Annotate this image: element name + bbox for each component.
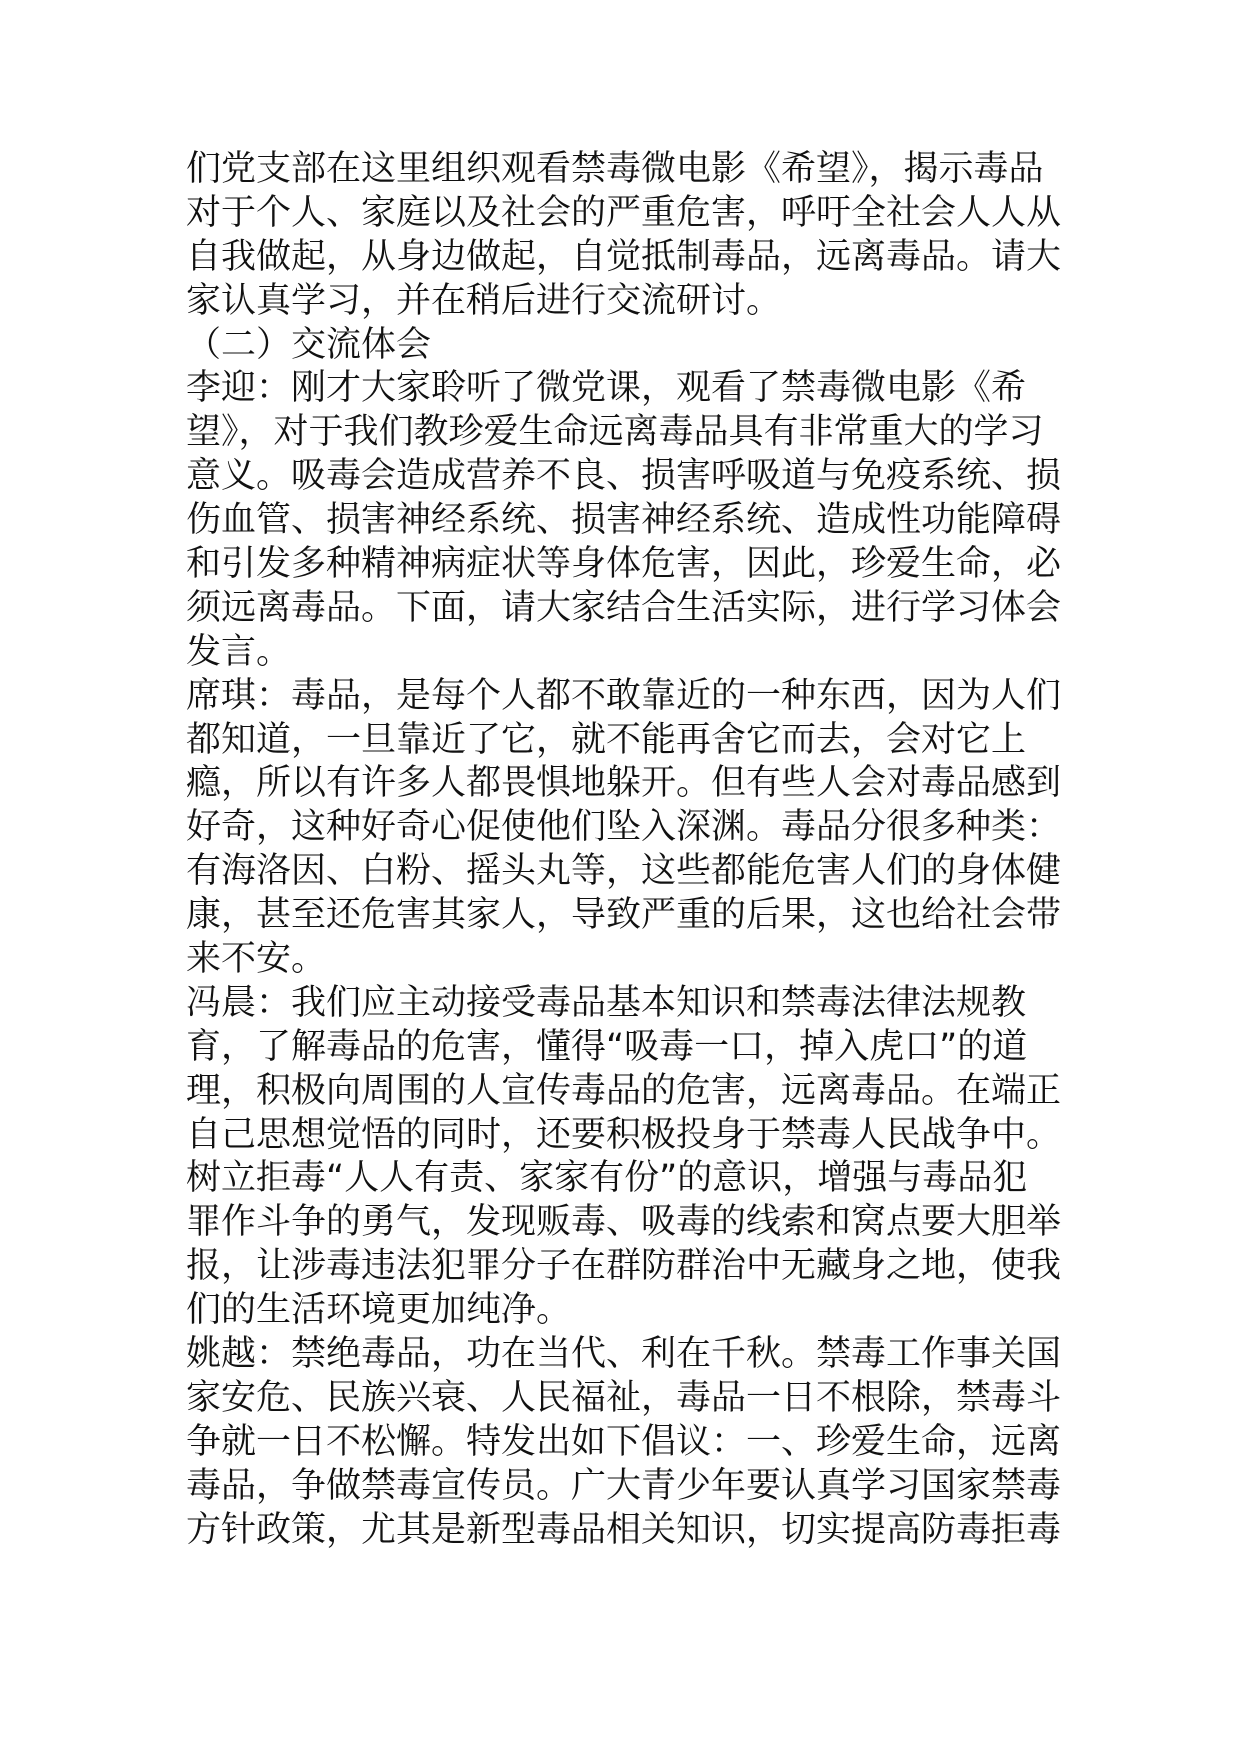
text-line: 来不安。: [186, 939, 327, 980]
text-line: 瘾，所以有许多人都畏惧地躲开。但有些人会对毒品感到: [186, 763, 1062, 804]
text-line: 育，了解毒品的危害，懂得“吸毒一口，掉入虎口”的道: [186, 1026, 1028, 1067]
document-body: [186, 148, 1066, 1553]
text-line: 自己思想觉悟的同时，还要积极投身于禁毒人民战争中。: [186, 1114, 1062, 1155]
text-line: 发言。: [186, 631, 292, 672]
text-line: 罪作斗争的勇气，发现贩毒、吸毒的线索和窝点要大胆举: [186, 1202, 1062, 1243]
text-line: 冯晨：我们应主动接受毒品基本知识和禁毒法律法规教: [186, 982, 1027, 1023]
text-line: 李迎：刚才大家聆听了微党课，观看了禁毒微电影《希: [186, 368, 1027, 409]
text-line: 和引发多种精神病症状等身体危害，因此，珍爱生命，必: [186, 544, 1062, 585]
text-line: 家认真学习，并在稍后进行交流研讨。: [186, 280, 782, 321]
text-line: 家安危、民族兴衰、人民福祉，毒品一日不根除，禁毒斗: [186, 1377, 1062, 1418]
text-line: 意义。吸毒会造成营养不良、损害呼吸道与免疫系统、损: [186, 456, 1062, 497]
text-line: 须远离毒品。下面，请大家结合生活实际，进行学习体会: [186, 587, 1062, 628]
text-line: 好奇，这种好奇心促使他们坠入深渊。毒品分很多种类：: [186, 807, 1062, 848]
text-line: 望》，对于我们教珍爱生命远离毒品具有非常重大的学习: [186, 412, 1044, 453]
text-line: 康，甚至还危害其家人，导致严重的后果，这也给社会带: [186, 895, 1062, 936]
text-line: 争就一日不松懈。特发出如下倡议：一、珍爱生命，远离: [186, 1421, 1062, 1462]
text-line: 树立拒毒“人人有责、家家有份”的意识，增强与毒品犯: [186, 1158, 1028, 1199]
text-line: 对于个人、家庭以及社会的严重危害，呼吁全社会人人从: [186, 192, 1062, 233]
text-line: 伤血管、损害神经系统、损害神经系统、造成性功能障碍: [186, 500, 1062, 541]
text-line: 方针政策，尤其是新型毒品相关知识，切实提高防毒拒毒: [186, 1509, 1062, 1550]
section-heading: （二）交流体会: [186, 324, 432, 365]
text-line: 们党支部在这里组织观看禁毒微电影《希望》，揭示毒品: [186, 149, 1044, 189]
text-line: 有海洛因、白粉、摇头丸等，这些都能危害人们的身体健: [186, 851, 1062, 892]
text-line: 姚越：禁绝毒品，功在当代、利在千秋。禁毒工作事关国: [186, 1334, 1062, 1375]
text-line: 自我做起，从身边做起，自觉抵制毒品，远离毒品。请大: [186, 236, 1062, 277]
text-line: 们的生活环境更加纯净。: [186, 1290, 572, 1331]
text-line: 席琪：毒品，是每个人都不敢靠近的一种东西，因为人们: [186, 675, 1062, 716]
text-line: 理，积极向周围的人宣传毒品的危害，远离毒品。在端正: [186, 1070, 1062, 1111]
text-line: 报，让涉毒违法犯罪分子在群防群治中无藏身之地，使我: [186, 1246, 1062, 1287]
text-line: 都知道，一旦靠近了它，就不能再舍它而去，会对它上: [186, 719, 1027, 760]
text-line: 毒品，争做禁毒宣传员。广大青少年要认真学习国家禁毒: [186, 1465, 1062, 1506]
